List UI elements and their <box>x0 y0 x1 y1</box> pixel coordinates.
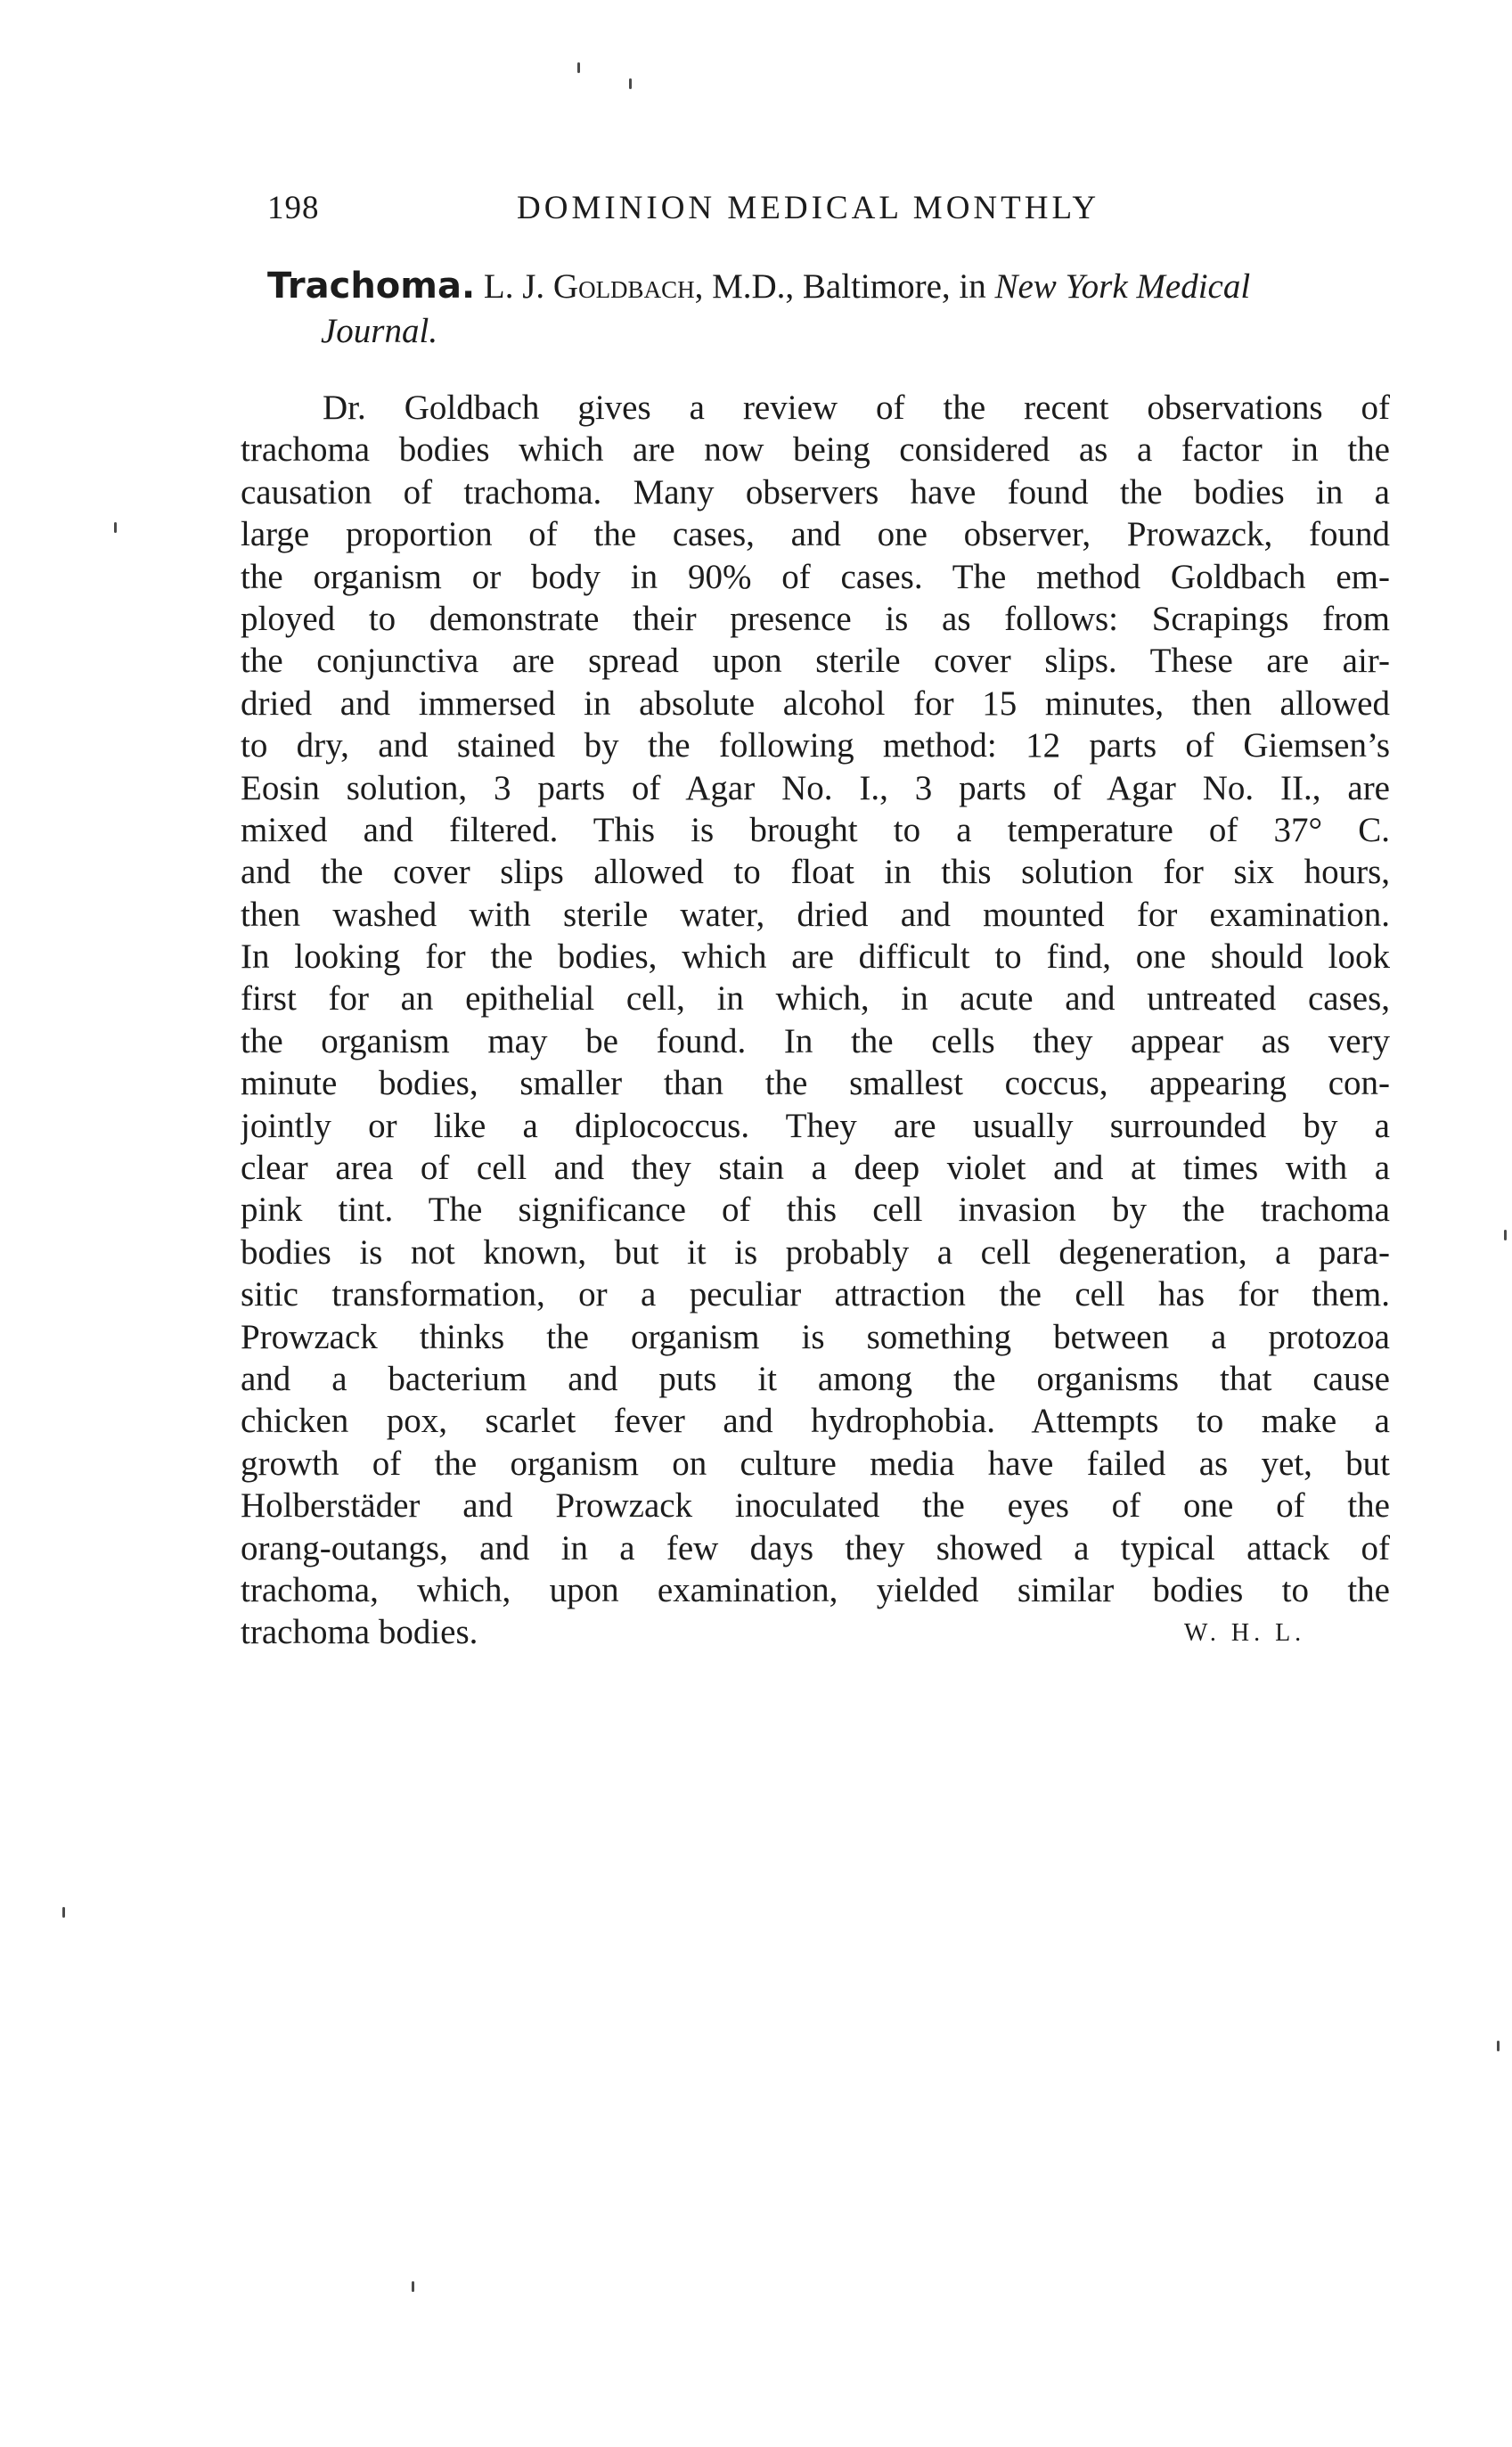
body-line: first for an epithelial cell, in which, in acute and untreated cases, <box>241 979 1390 1019</box>
body-line: to dry, and stained by the following method: 12 parts of Giemsen’s <box>241 726 1390 765</box>
journal-title: DOMINION MEDICAL MONTHLY <box>517 190 1100 226</box>
body-line: trachoma bodies which are now being considered as a factor in the <box>241 430 1390 470</box>
body-line: the organism or body in 90% of cases. The method Goldbach em- <box>241 557 1390 596</box>
body-line: the conjunctiva are spread upon sterile cover slips. These are air- <box>241 642 1390 681</box>
article-title: Trachoma. <box>267 266 476 307</box>
page-number: 198 <box>267 190 320 226</box>
author-initials: W. H. L. <box>1184 1619 1306 1647</box>
body-line: trachoma bodies. <box>241 1613 478 1652</box>
body-line: the organism may be found. In the cells they appear as very <box>241 1021 1390 1060</box>
body-line: chicken pox, scarlet fever and hydrophobia. Attempts to make a <box>241 1402 1390 1441</box>
body-line: trachoma, which, upon examination, yielded similar bodies to the <box>241 1570 1390 1609</box>
body-line: minute bodies, smaller than the smallest coccus, appearing con- <box>241 1064 1390 1103</box>
body-line: and the cover slips allowed to float in this solution for six hours, <box>241 853 1390 892</box>
body-line: clear area of cell and they stain a deep violet and at times with a <box>241 1149 1390 1188</box>
author-credentials: , M.D., Baltimore, in <box>694 267 995 306</box>
body-line: Holberstäder and Prowzack inoculated the eyes of one of the <box>241 1486 1390 1526</box>
body-line: bodies is not known, but it is probably a cell degeneration, a para- <box>241 1232 1390 1272</box>
scan-speck <box>629 78 632 89</box>
source-journal-part2: Journal. <box>321 312 438 350</box>
heading-line-1 <box>267 264 1399 309</box>
scan-speck <box>1504 1230 1507 1240</box>
article-body <box>241 387 1390 1654</box>
scan-speck <box>1497 2041 1500 2051</box>
body-line: Prowzack thinks the organism is something between a protozoa <box>241 1317 1390 1356</box>
scan-speck <box>62 1907 65 1918</box>
article-heading <box>267 264 1399 354</box>
body-line: then washed with sterile water, dried and mounted for examination. <box>241 895 1390 934</box>
body-line: Dr. Goldbach gives a review of the recent observations of <box>323 389 1390 427</box>
body-line: and a bacterium and puts it among the organisms that cause <box>241 1359 1390 1398</box>
scan-speck <box>577 62 580 73</box>
body-line: ployed to demonstrate their presence is as follows: Scrapings from <box>241 599 1390 638</box>
body-line: sitic transformation, or a peculiar attraction the cell has for them. <box>241 1275 1390 1314</box>
body-line: dried and immersed in absolute alcohol for 15 minutes, then allowed <box>241 683 1390 723</box>
body-line: mixed and filtered. This is brought to a temperature of 37° C. <box>241 810 1390 849</box>
body-line: orang-outangs, and in a few days they showed a typical attack of <box>241 1528 1390 1567</box>
scan-speck <box>412 2281 414 2292</box>
author-name: L. J. Goldbach <box>483 267 695 306</box>
body-line: large proportion of the cases, and one observer, Prowazck, found <box>241 515 1390 554</box>
body-line: In looking for the bodies, which are difficult to find, one should look <box>241 937 1390 977</box>
source-journal-part1: New York Medical <box>994 267 1251 306</box>
body-line: jointly or like a diplococcus. They are usually surrounded by a <box>241 1106 1390 1145</box>
body-line: pink tint. The significance of this cell invasion by the trachoma <box>241 1191 1390 1230</box>
body-line: Eosin solution, 3 parts of Agar No. I., 3 parts of Agar No. II., are <box>241 768 1390 807</box>
body-line: growth of the organism on culture media have failed as yet, but <box>241 1444 1390 1483</box>
scan-speck <box>114 522 117 533</box>
running-head <box>267 189 1158 233</box>
body-line: causation of trachoma. Many observers have found the bodies in a <box>241 472 1390 511</box>
